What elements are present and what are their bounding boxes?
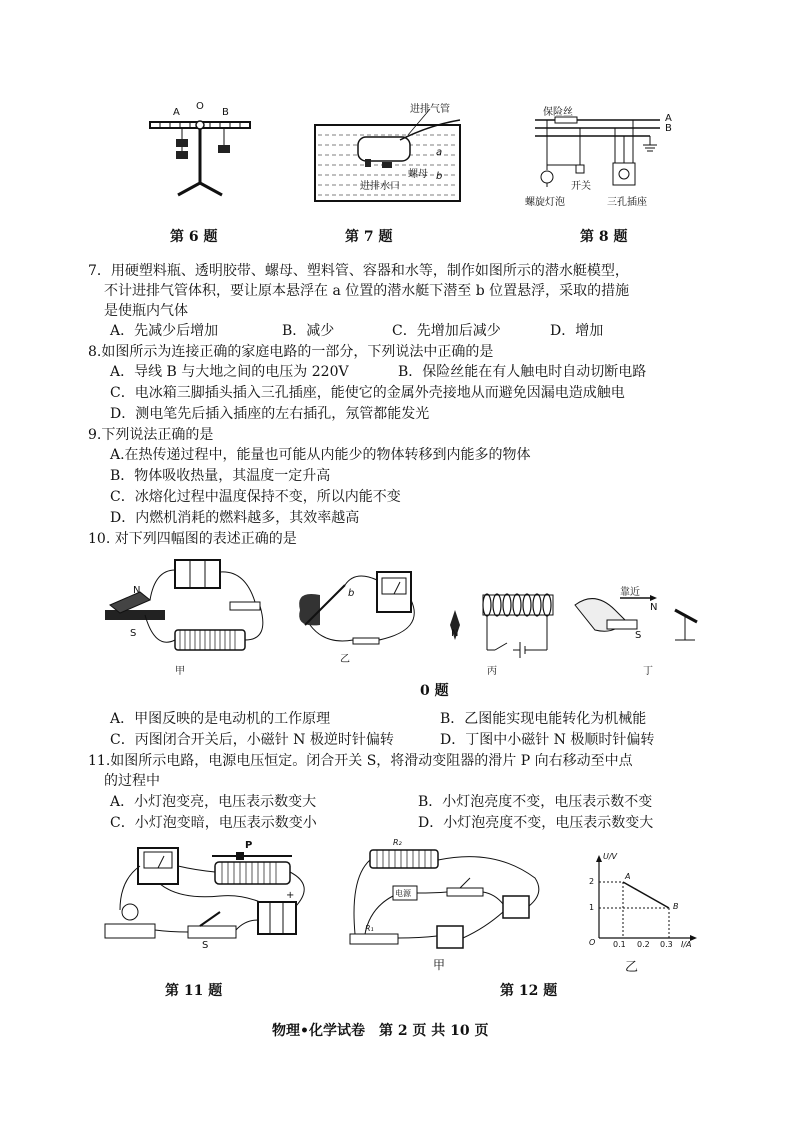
fig12-label-ia: I/A xyxy=(681,940,692,949)
q12-circuit-drawing xyxy=(345,838,555,973)
figure-12-yi-graph xyxy=(585,850,705,975)
q11-option-d: D．小灯泡亮度不变，电压表示数变大 xyxy=(418,815,654,831)
q11-option-a: A．小灯泡变亮，电压表示数变大 xyxy=(110,794,317,810)
fig6-label-o: O xyxy=(196,101,204,112)
q9-option-b: B．物体吸收热量，其温度一定升高 xyxy=(110,468,331,484)
fig12-label-R2: R₂ xyxy=(393,838,402,847)
fig8-label-fuse: 保险丝 xyxy=(543,107,573,118)
q7-line-2: 不计进排气管体积，要让原本悬浮在 a 位置的潜水艇下潜至 b 位置悬浮，采取的措施 xyxy=(104,283,630,299)
fig10-label-jia: 甲 xyxy=(175,666,185,677)
figure-12-jia xyxy=(345,838,555,973)
fig8-label-A: A xyxy=(665,113,672,124)
fig10-label-N2: N xyxy=(451,628,459,639)
q10-option-d: D．丁图中小磁针 N 极顺时针偏转 xyxy=(440,732,655,748)
fig8-label-switch: 开关 xyxy=(571,181,591,192)
fig11-label-S: S xyxy=(202,940,209,951)
fig8-caption: 第 8 题 xyxy=(580,229,628,245)
fig10-label-yi: 乙 xyxy=(340,654,350,665)
fig12-caption: 第 12 题 xyxy=(500,983,558,999)
four-electromagnetism-diagrams xyxy=(95,550,715,700)
q11-option-b: B．小灯泡亮度不变，电压表示数不变 xyxy=(418,794,653,810)
fig12-label-y2: 2 xyxy=(589,877,595,886)
fig10-label-ding: 丁 xyxy=(643,666,653,677)
page-footer: 物理•化学试卷 第 2 页 共 10 页 xyxy=(272,1023,489,1039)
q7-line-3: 是使瓶内气体 xyxy=(104,303,188,319)
fig10-label-N1: N xyxy=(133,585,141,596)
fig12-label-x3: 0.3 xyxy=(660,940,673,949)
q7-option-a: A．先减少后增加 xyxy=(110,323,219,339)
q11-line-2: 的过程中 xyxy=(104,773,160,789)
ui-graph xyxy=(585,850,705,970)
figure-7 xyxy=(310,95,470,207)
fig12-label-jia: 甲 xyxy=(433,958,446,972)
fig12-label-R1: R₁ xyxy=(365,924,374,933)
lever-balance-drawing xyxy=(140,95,270,205)
q10-stem: 10. 对下列四幅图的表述正确的是 xyxy=(88,531,297,547)
fig12-label-B: B xyxy=(673,902,679,911)
fig11-label-P: P xyxy=(245,840,253,851)
fig6-label-b: B xyxy=(222,107,229,118)
figure-8 xyxy=(525,95,685,210)
fig7-label-nut: 螺母 xyxy=(408,169,428,180)
fig12-label-O: O xyxy=(589,938,596,947)
fig10-label-kaojin: 靠近 xyxy=(620,587,640,598)
figure-10 xyxy=(95,550,715,700)
fig7-caption: 第 7 题 xyxy=(345,229,393,245)
q11-line-1: 11.如图所示电路，电源电压恒定。闭合开关 S，将滑动变阻器的滑片 P 向右移动至中点 xyxy=(88,753,633,769)
q10-option-b: B．乙图能实现电能转化为机械能 xyxy=(440,711,647,727)
fig6-label-a: A xyxy=(173,107,180,118)
fig12-label-x1: 0.1 xyxy=(613,940,626,949)
fig10-label-N3: N xyxy=(650,602,658,613)
fig12-label-yi: 乙 xyxy=(625,960,639,975)
q7-option-b: B．减少 xyxy=(282,323,335,339)
q8-option-b: B．保险丝能在有人触电时自动切断电路 xyxy=(398,364,647,380)
q9-option-a: A.在热传递过程中，能量也可能从内能少的物体转移到内能多的物体 xyxy=(110,447,531,463)
fig12-label-A: A xyxy=(625,872,631,881)
q7-option-c: C．先增加后减少 xyxy=(392,323,501,339)
q8-stem: 8.如图所示为连接正确的家庭电路的一部分，下列说法中正确的是 xyxy=(88,344,494,360)
fig10-caption: 0 题 xyxy=(420,683,449,699)
figure-11 xyxy=(100,840,330,958)
fig7-label-b: b xyxy=(436,171,443,182)
q9-option-c: C．冰熔化过程中温度保持不变，所以内能不变 xyxy=(110,489,401,505)
q11-option-c: C．小灯泡变暗，电压表示数变小 xyxy=(110,815,317,831)
q7-option-d: D．增加 xyxy=(550,323,604,339)
q9-stem: 9.下列说法正确的是 xyxy=(88,427,214,443)
q9-option-d: D．内燃机消耗的燃料越多，其效率越高 xyxy=(110,510,360,526)
q8-option-d: D．测电笔先后插入插座的左右插孔，氖管都能发光 xyxy=(110,406,430,422)
fig8-label-bulb: 螺旋灯泡 xyxy=(525,197,565,208)
q8-option-a: A．导线 B 与大地之间的电压为 220V xyxy=(110,364,349,380)
figure-6 xyxy=(140,95,270,205)
q10-option-c: C．丙图闭合开关后，小磁针 N 极逆时针偏转 xyxy=(110,732,394,748)
fig6-caption: 第 6 题 xyxy=(170,229,218,245)
fig10-label-b: b xyxy=(348,588,355,599)
fig7-label-inlet: 进排水口 xyxy=(360,181,400,192)
q11-circuit-drawing xyxy=(100,840,330,958)
fig7-label-a: a xyxy=(436,147,443,158)
fig12-label-uv: U/V xyxy=(603,852,618,861)
fig10-label-bing: 丙 xyxy=(487,666,497,677)
q7-line-1: 7．用硬塑料瓶、透明胶带、螺母、塑料管、容器和水等，制作如图所示的潜水艇模型， xyxy=(88,263,629,279)
fig10-label-S2: S xyxy=(635,630,642,641)
fig12-label-y1: 1 xyxy=(589,903,595,912)
fig8-label-socket: 三孔插座 xyxy=(607,197,647,208)
fig7-label-pipe: 进排气管 xyxy=(410,104,450,115)
fig10-label-S1: S xyxy=(130,628,137,639)
q8-option-c: C．电冰箱三脚插头插入三孔插座，能使它的金属外壳接地从而避免因漏电造成触电 xyxy=(110,385,625,401)
q10-option-a: A．甲图反映的是电动机的工作原理 xyxy=(110,711,331,727)
fig8-label-B: B xyxy=(665,123,672,134)
fig11-label-plus: + xyxy=(286,890,295,901)
fig11-caption: 第 11 题 xyxy=(165,983,223,999)
fig12-label-source: 电源 xyxy=(395,889,411,898)
fig12-label-x2: 0.2 xyxy=(637,940,650,949)
